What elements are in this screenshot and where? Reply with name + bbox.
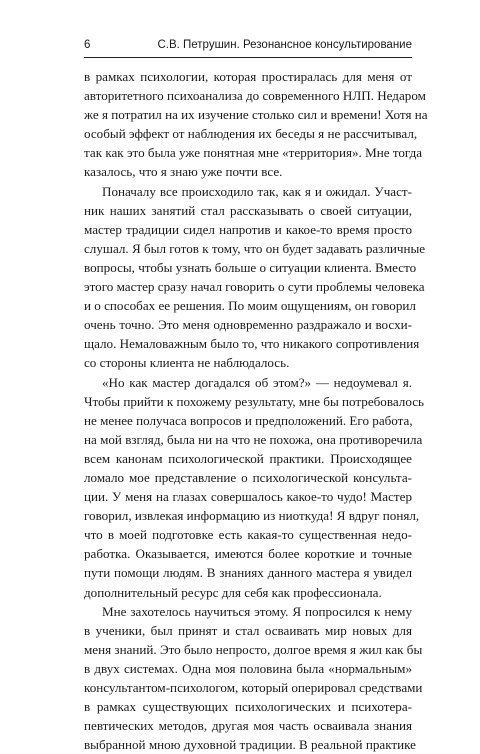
- text-line: работка. Оказывается, имеются более короткие и точные: [84, 546, 412, 562]
- text-line: на мой взгляд, была ни на что не похожа, она противоречила: [84, 431, 423, 447]
- page-header: [84, 36, 412, 54]
- text-line: же я потратил на их изучение столько сил и времени! Хотя на: [84, 107, 428, 123]
- text-line: в рамках психологии, которая простиралась для меня от: [84, 69, 412, 84]
- text-line: Поначалу все происходило так, как я и ожидал. Участ-: [102, 183, 412, 199]
- text-line: щало. Немаловажным было то, что никакого сопротивления: [84, 336, 420, 352]
- text-line: вопросы, чтобы узнать больше о ситуации клиента. Вместо: [84, 259, 417, 275]
- text-line: особый эффект от наблюдения их беседы я не рассчитывал,: [84, 126, 418, 142]
- text-line: пути помощи людям. В знаниях данного мастера я увидел: [84, 565, 412, 581]
- text-line: мастер традиции сидел напротив и какое-то время просто: [84, 221, 412, 237]
- text-line: ломало мое представление о психологической консульта-: [84, 469, 412, 485]
- text-line: очень точно. Это меня одновременно раздражало и восхи-: [84, 317, 412, 333]
- body-text: [84, 67, 428, 754]
- text-line: и о способах ее решения. По моим ощущениям, он говорил: [84, 298, 416, 314]
- text-line: ник наших занятий стал рассказывать о своей ситуации,: [84, 202, 412, 218]
- text-line: выбранной мною духовной традиции. В реальной практике: [84, 737, 416, 753]
- text-line: этого мастер сразу начал говорить о сути проблемы человека: [84, 279, 425, 295]
- text-line: ции. У меня на глазах совершалось какое-то чудо! Мастер: [84, 489, 412, 505]
- text-line: так как это была уже понятная мне «территория». Мне тогда: [84, 145, 423, 161]
- text-line: меня знаний. Это было непросто, долгое время я жил как бы: [84, 641, 423, 657]
- running-title: С.В. Петрушин. Резонансное консультирование: [157, 39, 412, 51]
- page-number: 6: [84, 39, 91, 51]
- text-line: консультантом-психологом, который оперировал средствами: [84, 680, 423, 695]
- text-line: Чтобы прийти к похожему результату, мне бы потребовалось: [84, 393, 424, 409]
- header-rule: [84, 57, 412, 58]
- text-line: «Но как мастер догадался об этом?» — недоумевал я.: [102, 374, 412, 390]
- text-line: что в моей подготовке есть какая-то существенная недо-: [84, 527, 412, 543]
- text-line: в ученики, был принят и стал осваивать мир новых для: [84, 622, 412, 638]
- text-line: дополнительный ресурс для себя как профессионала.: [84, 584, 382, 600]
- text-line: не менее получаса вопросов и предположений. Его работа,: [84, 412, 413, 428]
- text-line: Мне захотелось научиться этому. Я попросился к нему: [102, 603, 412, 619]
- text-line: авторитетного психоанализа до современного НЛП. Недаром: [84, 88, 426, 104]
- text-line: казалось, что я знаю уже почти все.: [84, 164, 283, 180]
- text-line: певтических методов, другая моя часть осваивала знания: [84, 718, 412, 734]
- text-line: в рамках существующих психологических и психотера-: [84, 699, 412, 715]
- text-line: слушал. Я был готов к тому, что он будет задавать различные: [84, 240, 426, 256]
- text-line: всем канонам психологической практики. Происходящее: [84, 450, 412, 466]
- text-line: говорил, извлекая информацию из ниоткуда! Я вдруг понял,: [84, 508, 420, 524]
- text-line: в двух системах. Одна моя половина была «нормальным»: [84, 660, 412, 676]
- text-line: со стороны клиента не наблюдалось.: [84, 355, 290, 371]
